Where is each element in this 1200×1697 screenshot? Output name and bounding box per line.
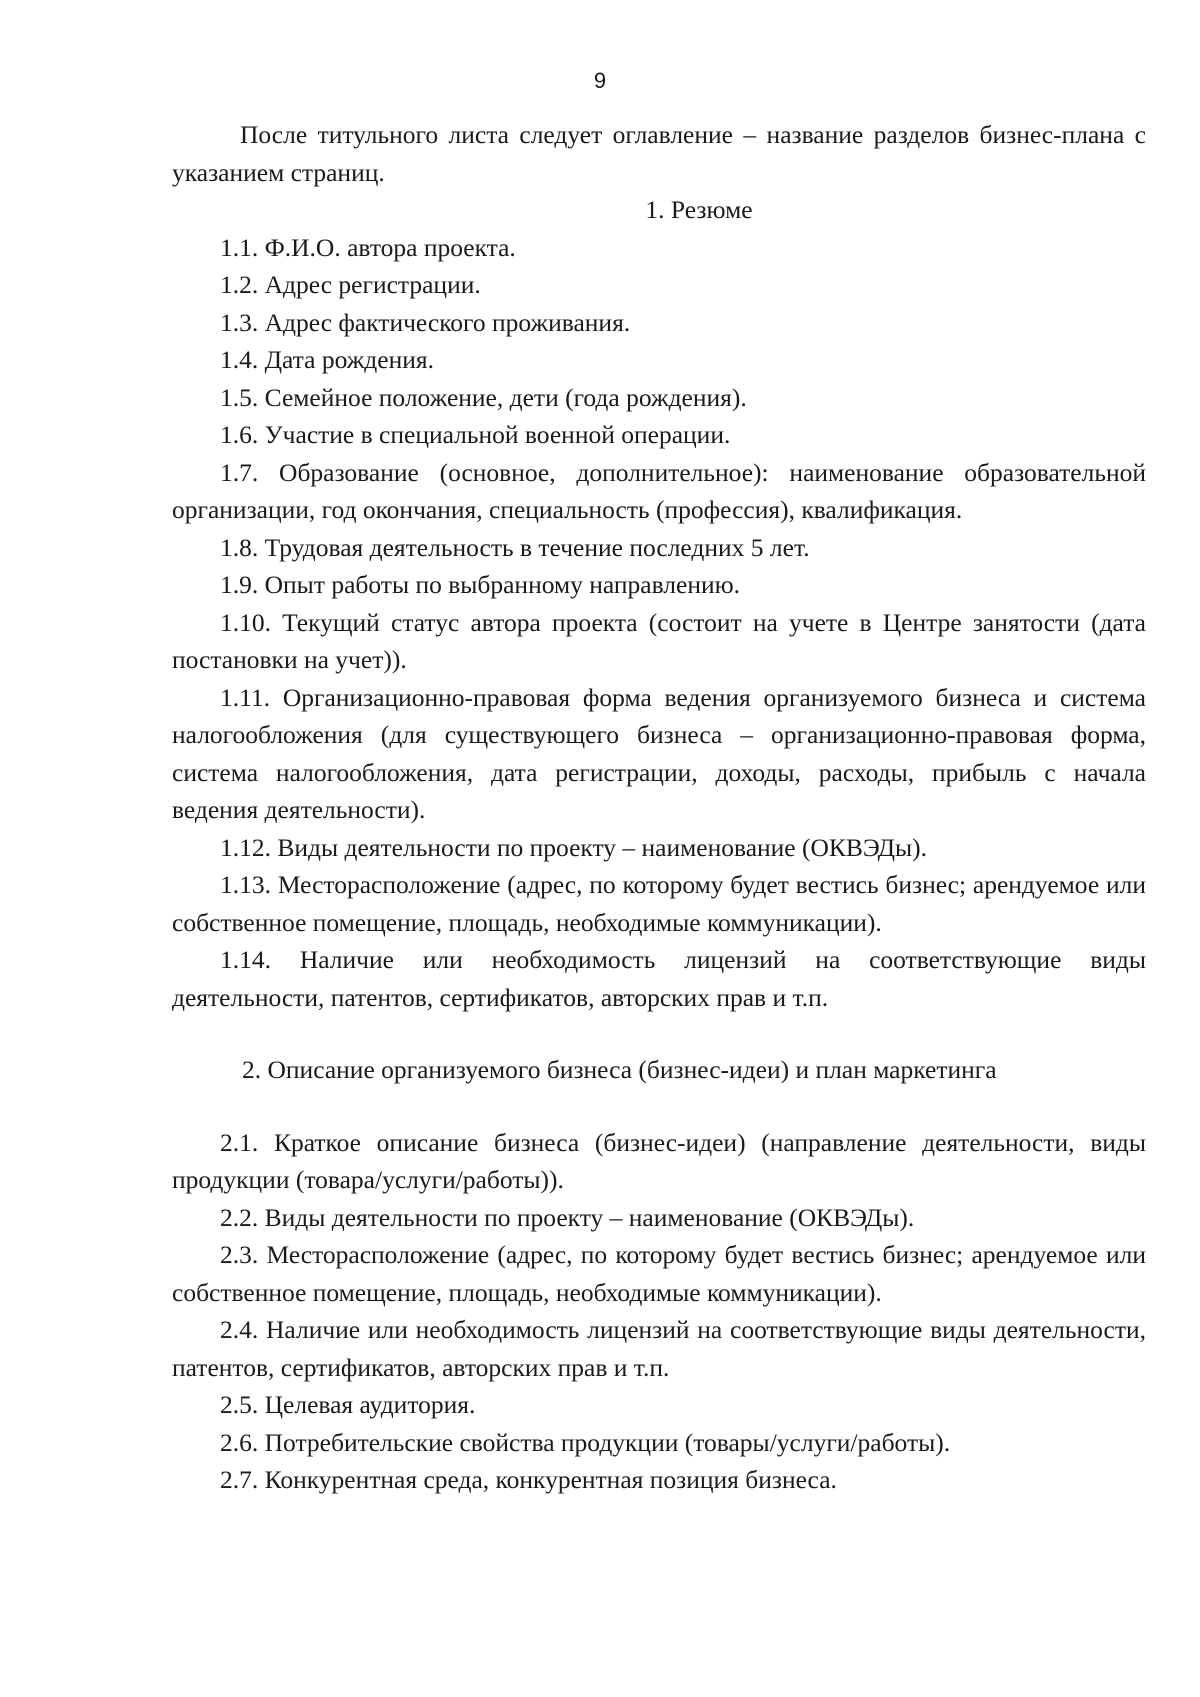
list-item: 1.11. Организационно-правовая форма ведения организуемого бизнеса и система налогообложения (для существующего бизнеса – организационно-правовая форма, система налогообложения, дата регистрации, доходы, расходы, прибыль с начала ведения деятельности).	[172, 682, 1146, 824]
list-item: 1.12. Виды деятельности по проекту – наименование (ОКВЭДы).	[220, 832, 928, 862]
list-item: 1.13. Месторасположение (адрес, по которому будет вестись бизнес; арендуемое или собственное помещение, площадь, необходимые коммуникации).	[172, 870, 1146, 937]
page-number: 9	[593, 68, 607, 93]
list-item: 1.5. Семейное положение, дети (года рождения).	[220, 382, 747, 412]
section-1-heading: 1. Резюме	[645, 195, 753, 224]
list-item: 1.6. Участие в специальной военной операции.	[220, 420, 731, 449]
list-item: 1.8. Трудовая деятельность в течение последних 5 лет.	[220, 532, 810, 562]
list-item: 1.14. Наличие или необходимость лицензий на соответствующие виды деятельности, патентов, сертификатов, авторских прав и т.п.	[172, 945, 1146, 1012]
section-2-heading: 2. Описание организуемого бизнеса (бизнес-идеи) и план маркетинга	[242, 1055, 997, 1084]
list-item: 2.5. Целевая аудитория.	[220, 1390, 476, 1419]
list-item: 1.4. Дата рождения.	[220, 345, 434, 374]
list-item: 1.1. Ф.И.О. автора проекта.	[220, 232, 516, 262]
section-2-list	[172, 1124, 1146, 1499]
list-item: 2.3. Месторасположение (адрес, по которому будет вестись бизнес; арендуемое или собственное помещение, площадь, необходимые коммуникации).	[172, 1240, 1146, 1307]
list-item: 2.2. Виды деятельности по проекту – наименование (ОКВЭДы).	[220, 1202, 915, 1232]
list-item: 1.2. Адрес регистрации.	[220, 270, 481, 299]
list-item: 1.3. Адрес фактического проживания.	[220, 307, 631, 337]
list-item: 2.7. Конкурентная среда, конкурентная позиция бизнеса.	[220, 1465, 837, 1494]
intro-paragraph: После титульного листа следует оглавление – название разделов бизнес-плана с указанием страниц.	[172, 120, 1146, 187]
list-item: 1.9. Опыт работы по выбранному направлению.	[220, 570, 741, 599]
list-item: 2.4. Наличие или необходимость лицензий на соответствующие виды деятельности, патентов, сертификатов, авторских прав и т.п.	[172, 1315, 1146, 1382]
list-item: 2.6. Потребительские свойства продукции (товары/услуги/работы).	[220, 1427, 951, 1457]
list-item: 2.1. Краткое описание бизнеса (бизнес-идеи) (направление деятельности, виды продукции (товара/услуги/работы)).	[172, 1127, 1146, 1194]
list-item: 1.7. Образование (основное, дополнительное): наименование образовательной организации, год окончания, специальность (профессия), квалификация.	[172, 457, 1146, 524]
section-1-list	[172, 229, 1146, 1017]
document-body	[172, 116, 1146, 1499]
list-item: 1.10. Текущий статус автора проекта (состоит на учете в Центре занятости (дата постановки на учет)).	[172, 607, 1146, 674]
